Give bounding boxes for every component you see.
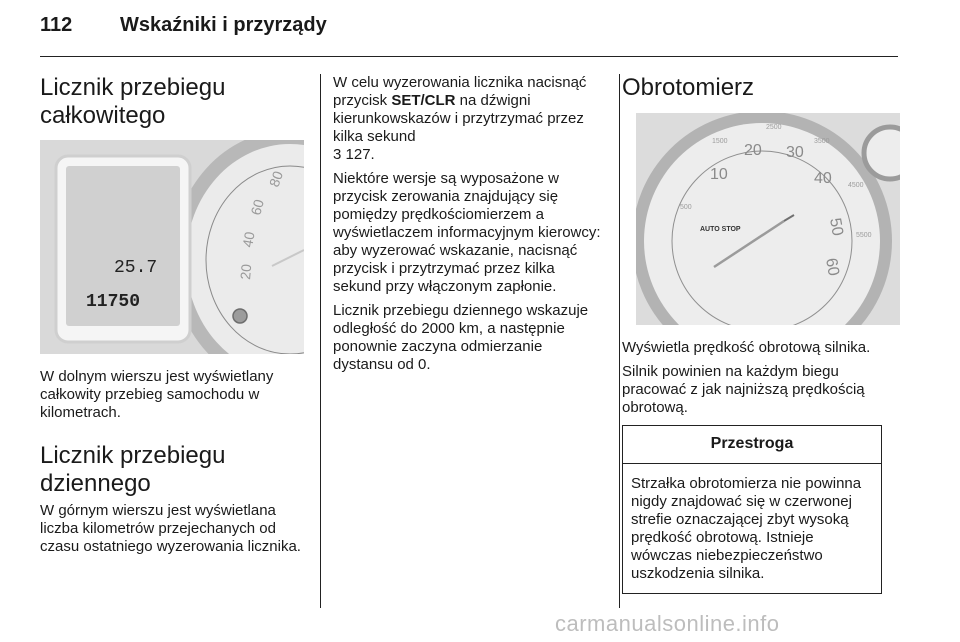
header-rule (40, 56, 898, 57)
caution-body: Strzałka obrotomierza nie powinna nigdy znajdować się w czerwonej strefie oznaczającej zbyt wysoką prędkość obrotową. Istnieje wówczas niebezpieczeństwo uszkodzenia silnika. (631, 475, 862, 582)
heading-trip: Licznik przebiegu dziennego (40, 442, 226, 497)
para-low-rpm: Silnik powinien na każdym biegu pracować z jak najniższą prędkością obrotową. (622, 363, 865, 416)
svg-text:500: 500 (680, 204, 692, 211)
caution-box (622, 425, 882, 594)
column-1 (40, 74, 304, 562)
svg-text:3500: 3500 (814, 138, 830, 145)
total-display: 11750 (86, 292, 141, 312)
svg-text:2500: 2500 (766, 124, 782, 131)
page-reference: 3 127. (333, 146, 375, 163)
svg-text:20: 20 (744, 142, 762, 159)
svg-text:1500: 1500 (712, 138, 728, 145)
para-reset-button: Niektóre wersje są wyposażone w przycisk zerowania znajdujący się pomiędzy prędkościomierzem a wyświetlaczem informacyjnym kierowcy: aby wyzerować wskazanie, nacisnąć przycisk i przytrzymać przez kilka sekund przy włączonym zapłonie. (333, 170, 601, 295)
column-3 (622, 74, 904, 594)
para-reset-text-b: na dźwigni kierunkowskazów i przytrzymać przez kilka sekund (333, 92, 584, 145)
page-number: 112 (40, 14, 73, 36)
watermark: carmanualsonline.info (555, 611, 780, 636)
svg-text:40: 40 (814, 170, 832, 187)
svg-text:40: 40 (239, 230, 258, 249)
para-trip-range: Licznik przebiegu dziennego wskazuje odległość do 2000 km, a następnie ponownie zaczyna odmierzanie dystansu od 0. (333, 302, 589, 373)
column-divider-1 (320, 74, 321, 608)
para-tachometer: Wyświetla prędkość obrotową silnika. (622, 339, 871, 356)
odometer-figure (40, 140, 304, 354)
column-divider-2 (619, 74, 620, 608)
column-2 (333, 74, 603, 380)
svg-text:5500: 5500 (856, 232, 872, 239)
chapter-title: Wskaźniki i przyrządy (120, 14, 327, 36)
heading-tachometer: Obrotomierz (622, 74, 755, 101)
svg-text:20: 20 (237, 263, 255, 281)
svg-text:60: 60 (247, 197, 267, 217)
tachometer-figure (636, 113, 900, 325)
svg-text:4500: 4500 (848, 182, 864, 189)
para-trip: W górnym wierszu jest wyświetlana liczba kilometrów przejechanych od czasu ostatniego wyzerowania licznika. (40, 502, 301, 555)
svg-text:80: 80 (265, 168, 287, 190)
para-odometer: W dolnym wierszu jest wyświetlany całkowity przebieg samochodu w kilometrach. (40, 368, 274, 421)
page-header (40, 14, 327, 37)
auto-stop-label: AUTO STOP (700, 226, 741, 233)
set-clr-key: SET/CLR (391, 92, 456, 109)
heading-odometer: Licznik przebiegu całkowitego (40, 74, 226, 129)
svg-text:10: 10 (710, 166, 728, 183)
svg-text:30: 30 (786, 144, 804, 161)
para-reset (333, 74, 603, 164)
svg-text:50: 50 (826, 216, 846, 238)
caution-title: Przestroga (623, 426, 881, 464)
svg-text:60: 60 (822, 256, 842, 278)
para-reset-text-a: W celu wyzerowania licznika nacisnąć przycisk (333, 74, 587, 109)
trip-display: 25.7 (114, 258, 158, 278)
